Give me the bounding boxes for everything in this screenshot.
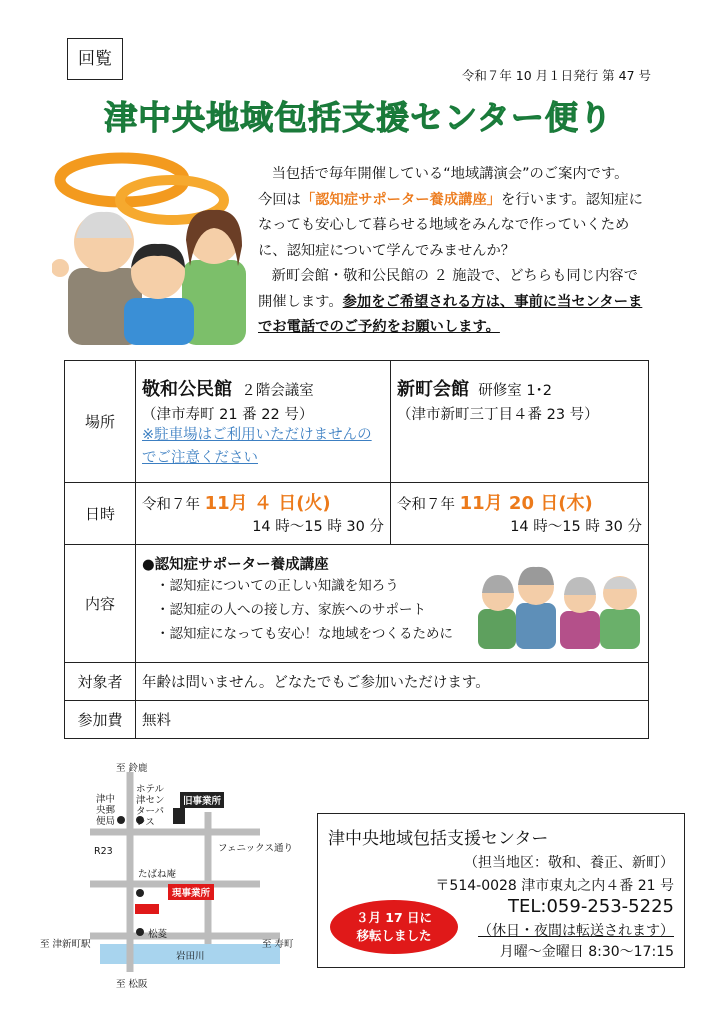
venue1-name: 敬和公民館	[142, 379, 232, 400]
map-label-hotel: ホテル津センターパレス	[136, 784, 165, 828]
place-label: 場所	[65, 361, 136, 483]
fee-value: 無料	[136, 701, 649, 739]
map-label-suzuka: 至 鈴鹿	[116, 763, 148, 774]
date2-value: 11月 20 日(木)	[459, 493, 593, 514]
target-label: 対象者	[65, 663, 136, 701]
venue2-room: 研修室 1･2	[478, 383, 553, 399]
venue2-cell	[391, 361, 649, 483]
event-info-table	[64, 360, 649, 739]
center-name: 津中央地域包括支援センター	[328, 829, 549, 849]
target-row	[65, 663, 649, 701]
place-row	[65, 361, 649, 483]
map-label-tabanean: たばね庵	[138, 869, 177, 880]
date1-value: 11月 ４ 日(火)	[204, 493, 331, 514]
date-row	[65, 483, 649, 545]
business-hours: 月曜～金曜日 8:30～17:15	[499, 944, 674, 960]
intro-text-part: 今回は	[258, 191, 301, 208]
content-cell	[136, 545, 649, 663]
intro-text-part: 新町会館・敬和公民館の ２ 施設で、どちらも同じ内容で開催します。	[258, 268, 638, 310]
bubble-line: 移転しました	[356, 928, 432, 943]
venue1-address: （津市寿町 21 番 22 号）	[142, 407, 314, 423]
map-label-kotobuki: 至 寿町	[262, 939, 294, 950]
parking-note: ※駐車場はご利用いただけませんのでご注意ください	[142, 427, 372, 466]
date2-cell	[391, 483, 649, 545]
date2-time: 14 時～15 時 30 分	[510, 519, 642, 535]
content-item: ・認知症についての正しい知識を知ろう	[156, 578, 399, 594]
fee-row	[65, 701, 649, 739]
seniors-illustration	[476, 559, 644, 649]
venue2-address: （津市新町三丁目４番 23 号）	[397, 407, 599, 423]
bubble-line: ３月 17 日に	[355, 910, 433, 925]
intro-text	[258, 162, 652, 341]
fee-label: 参加費	[65, 701, 136, 739]
map-label-post-office: 津中央郵便局	[96, 794, 116, 827]
venue2-name: 新町会館	[397, 379, 469, 400]
intro-line: 当包括で毎年開催している“地域講演会”のご案内です。	[271, 166, 629, 182]
course-name-highlight: 「認知症サポーター養成講座」	[300, 191, 502, 208]
map-label-r23: R23	[94, 846, 113, 857]
transfer-note: （休日・夜間は転送されます）	[478, 923, 674, 939]
map-label-old-office: 旧事業所	[180, 792, 224, 808]
circulation-label: 回覧	[67, 38, 123, 80]
map-label-matsubishi: 松菱	[148, 929, 168, 940]
date2-prefix: 令和７年	[397, 497, 455, 513]
family-illustration	[52, 150, 247, 345]
date1-prefix: 令和７年	[142, 497, 200, 513]
map-label-tsushinmachi: 至 津新町駅	[40, 939, 91, 950]
date-label: 日時	[65, 483, 136, 545]
content-item: ・認知症になっても安心！な地域をつくるために	[156, 626, 453, 642]
map-label-new-office: 現事業所	[168, 884, 214, 900]
map-label-phoenix: フェニックス通り	[218, 843, 294, 854]
reservation-notice: 参加をご希望される方は、事前に当センターまでお電話でのご予約をお願いします。	[258, 293, 643, 335]
venue1-room: ２階会議室	[241, 383, 314, 399]
service-area: （担当地区：敬和、養正、新町）	[464, 855, 674, 871]
content-item: ・認知症の人への接し方、家族へのサポート	[156, 602, 426, 618]
relocation-bubble	[330, 900, 458, 954]
venue1-cell	[136, 361, 391, 483]
content-label: 内容	[65, 545, 136, 663]
date1-cell	[136, 483, 391, 545]
map-label-river: 岩田川	[176, 951, 205, 962]
target-value: 年齢は問いません。どなたでもご参加いただけます。	[136, 663, 649, 701]
intro-text-part: を行います。認知症になっても安心して暮らせる地域をみんなで作っていくために、認知症について学んでみませんか？	[258, 191, 643, 259]
date1-time: 14 時～15 時 30 分	[252, 519, 384, 535]
phone-number[interactable]: TEL:059-253-5225	[508, 896, 674, 917]
issue-info: 令和７年 10 月１日発行 第 47 号	[461, 68, 651, 83]
newsletter-title: 津中央地域包括支援センター便り	[104, 98, 613, 137]
access-map	[40, 760, 310, 1015]
content-row	[65, 545, 649, 663]
map-label-matsusaka: 至 松阪	[116, 979, 148, 990]
content-title: ●認知症サポーター養成講座	[142, 557, 329, 573]
center-address: 〒514-0028 津市東丸之内４番 21 号	[435, 878, 674, 894]
